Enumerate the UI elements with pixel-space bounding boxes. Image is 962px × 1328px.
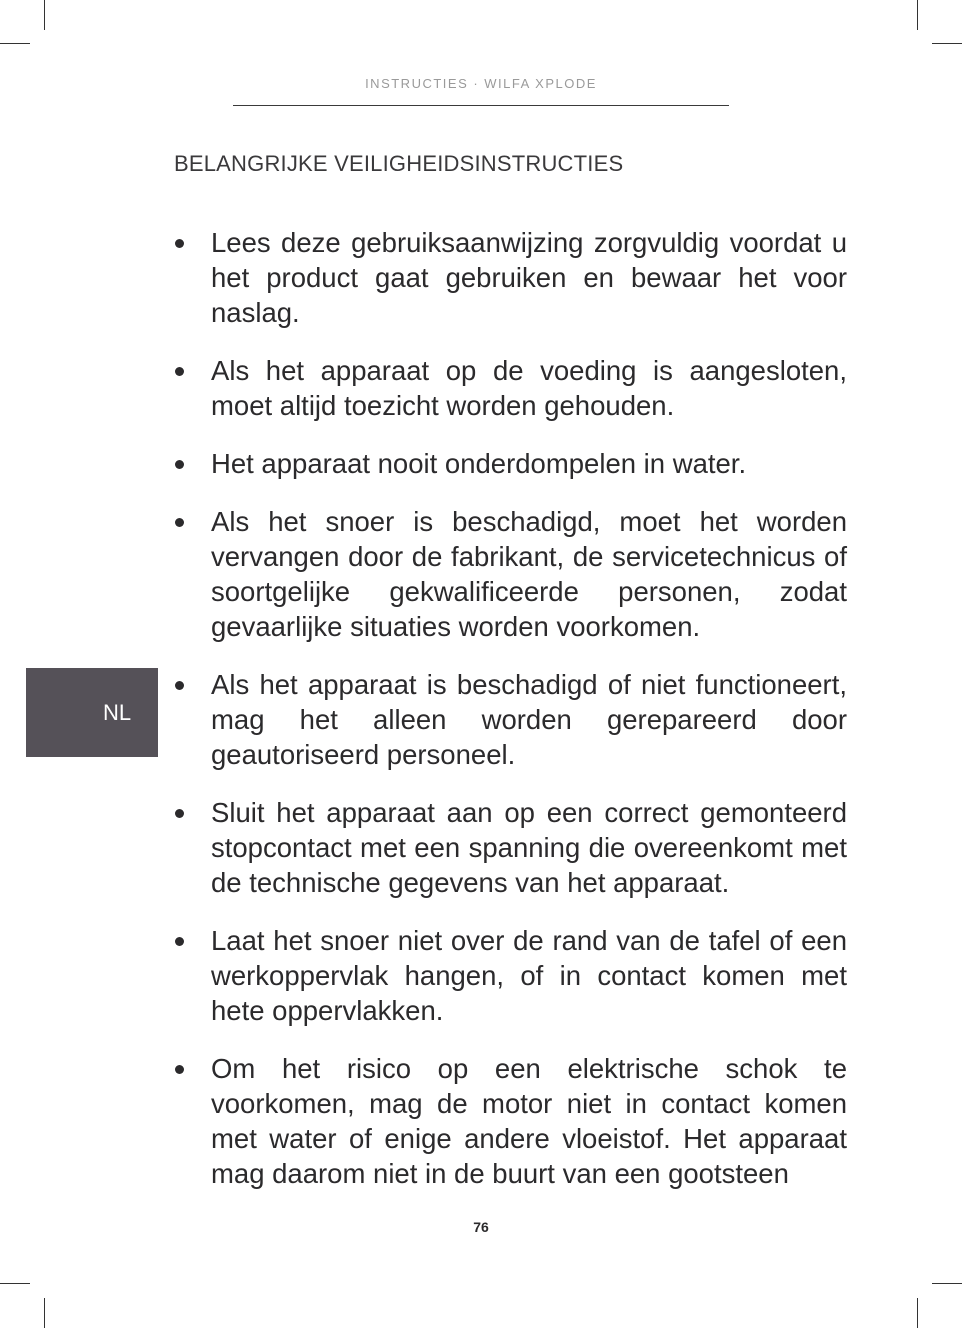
bullet-icon	[175, 681, 184, 690]
crop-mark	[0, 43, 30, 44]
list-item	[174, 504, 847, 644]
crop-mark	[917, 0, 918, 30]
crop-mark	[932, 1283, 962, 1284]
safety-instructions-list	[174, 225, 847, 1214]
list-item	[174, 795, 847, 900]
list-item	[174, 353, 847, 423]
list-item	[174, 446, 847, 481]
bullet-icon	[175, 239, 184, 248]
bullet-icon	[175, 809, 184, 818]
bullet-icon	[175, 518, 184, 527]
crop-mark	[44, 1298, 45, 1328]
language-tab	[26, 668, 158, 757]
section-title: BELANGRIJKE VEILIGHEIDSINSTRUCTIES	[174, 151, 624, 176]
list-item	[174, 923, 847, 1028]
crop-mark	[932, 43, 962, 44]
running-header: INSTRUCTIES · WILFA XPLODE	[365, 76, 597, 91]
list-item-text: Laat het snoer niet over de rand van de tafel of een werkoppervlak hangen, of in contact komen met hete oppervlakken.	[211, 925, 847, 1026]
language-tab-label: NL	[102, 699, 132, 725]
list-item-text: Sluit het apparaat aan op een correct gemonteerd stopcontact met een spanning die overeenkomt met de technische gegevens van het apparaat.	[211, 797, 847, 898]
list-item-text: Het apparaat nooit onderdompelen in water.	[211, 448, 747, 479]
page-number: 76	[473, 1219, 489, 1235]
list-item-text: Lees deze gebruiksaanwijzing zorgvuldig voordat u het product gaat gebruiken en bewaar het voor naslag.	[211, 227, 847, 328]
list-item-text: Als het apparaat op de voeding is aangesloten, moet altijd toezicht worden gehouden.	[211, 355, 847, 421]
list-item	[174, 225, 847, 330]
list-item-text: Als het apparaat is beschadigd of niet functioneert, mag het alleen worden gerepareerd door geautoriseerd personeel.	[211, 669, 847, 770]
bullet-icon	[175, 367, 184, 376]
header-divider	[233, 105, 729, 106]
list-item	[174, 1051, 847, 1191]
list-item-text: Om het risico op een elektrische schok te voorkomen, mag de motor niet in contact komen met water of enige andere vloeistof. Het apparaat mag daarom niet in de buurt van een gootsteen	[211, 1053, 847, 1189]
bullet-icon	[175, 460, 184, 469]
crop-mark	[44, 0, 45, 30]
list-item-text: Als het snoer is beschadigd, moet het worden vervangen door de fabrikant, de servicetechnicus of soortgelijke gekwalificeerde personen, zodat gevaarlijke situaties worden voorkomen.	[211, 506, 847, 642]
bullet-icon	[175, 1065, 184, 1074]
bullet-icon	[175, 937, 184, 946]
list-item	[174, 667, 847, 772]
crop-mark	[0, 1283, 30, 1284]
crop-mark	[917, 1298, 918, 1328]
